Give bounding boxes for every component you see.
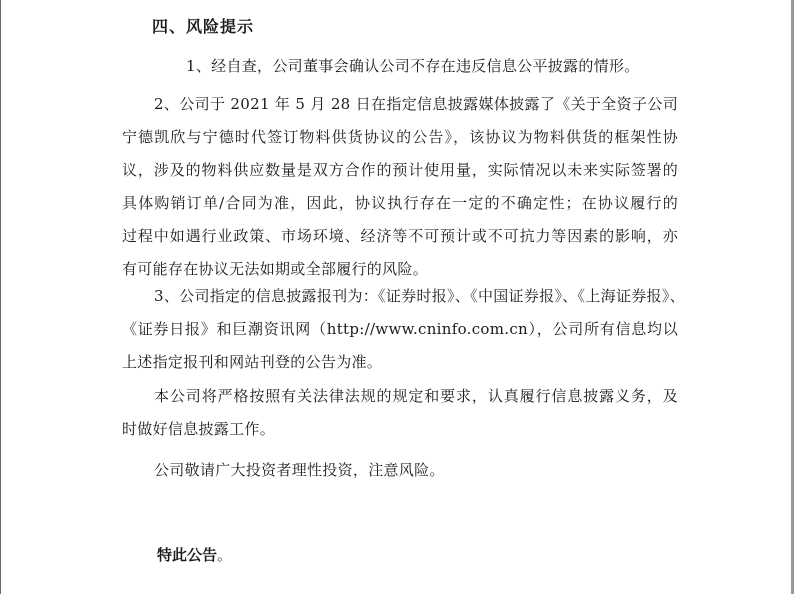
paragraph-line: 宁德凯欣与宁德时代签订物料供货协议的公告》，该协议为物料供货的框架性协 — [122, 128, 678, 146]
section-heading: 四、风险提示 — [152, 17, 255, 36]
paragraph-1 — [122, 50, 678, 83]
paragraph-line: 《证券日报》和巨潮资讯网（http://www.cninfo.com.cn），公司所有信息均以 — [122, 320, 678, 338]
paragraph-2 — [122, 88, 678, 286]
closing-text: 特此公告 — [157, 546, 218, 564]
paragraph-line: 过程中如遇行业政策、市场环境、经济等不可预计或不可抗力等因素的影响，亦 — [122, 227, 678, 245]
paragraph-5 — [122, 454, 678, 487]
page-left-border — [0, 0, 1, 594]
paragraph-3 — [122, 280, 685, 379]
paragraph-line: 议，涉及的物料供应数量是双方合作的预计使用量，实际情况以未来实际签署的 — [122, 161, 678, 179]
paragraph-line: 2、公司于 2021 年 5 月 28 日在指定信息披露媒体披露了《关于全资子公司 — [154, 95, 678, 113]
closing-punct: 。 — [217, 546, 233, 564]
paragraph-line: 1、经自查，公司董事会确认公司不存在违反信息公平披露的情形。 — [186, 57, 640, 75]
paragraph-line: 上述指定报刊和网站刊登的公告为准。 — [122, 353, 383, 371]
paragraph-line: 时做好信息披露工作。 — [122, 420, 276, 438]
closing-statement — [157, 544, 232, 565]
paragraph-line: 公司敬请广大投资者理性投资，注意风险。 — [154, 461, 445, 479]
paragraph-4 — [122, 380, 678, 446]
paragraph-line: 3、公司指定的信息披露报刊为：《证券时报》、《中国证券报》、《上海证券报》、 — [154, 287, 685, 305]
paragraph-line: 有可能存在协议无法如期或全部履行的风险。 — [122, 260, 429, 278]
paragraph-line: 具体购销订单/合同为准，因此，协议执行存在一定的不确定性；在协议履行的 — [122, 194, 678, 212]
paragraph-line: 本公司将严格按照有关法律法规的规定和要求，认真履行信息披露义务，及 — [154, 387, 678, 405]
